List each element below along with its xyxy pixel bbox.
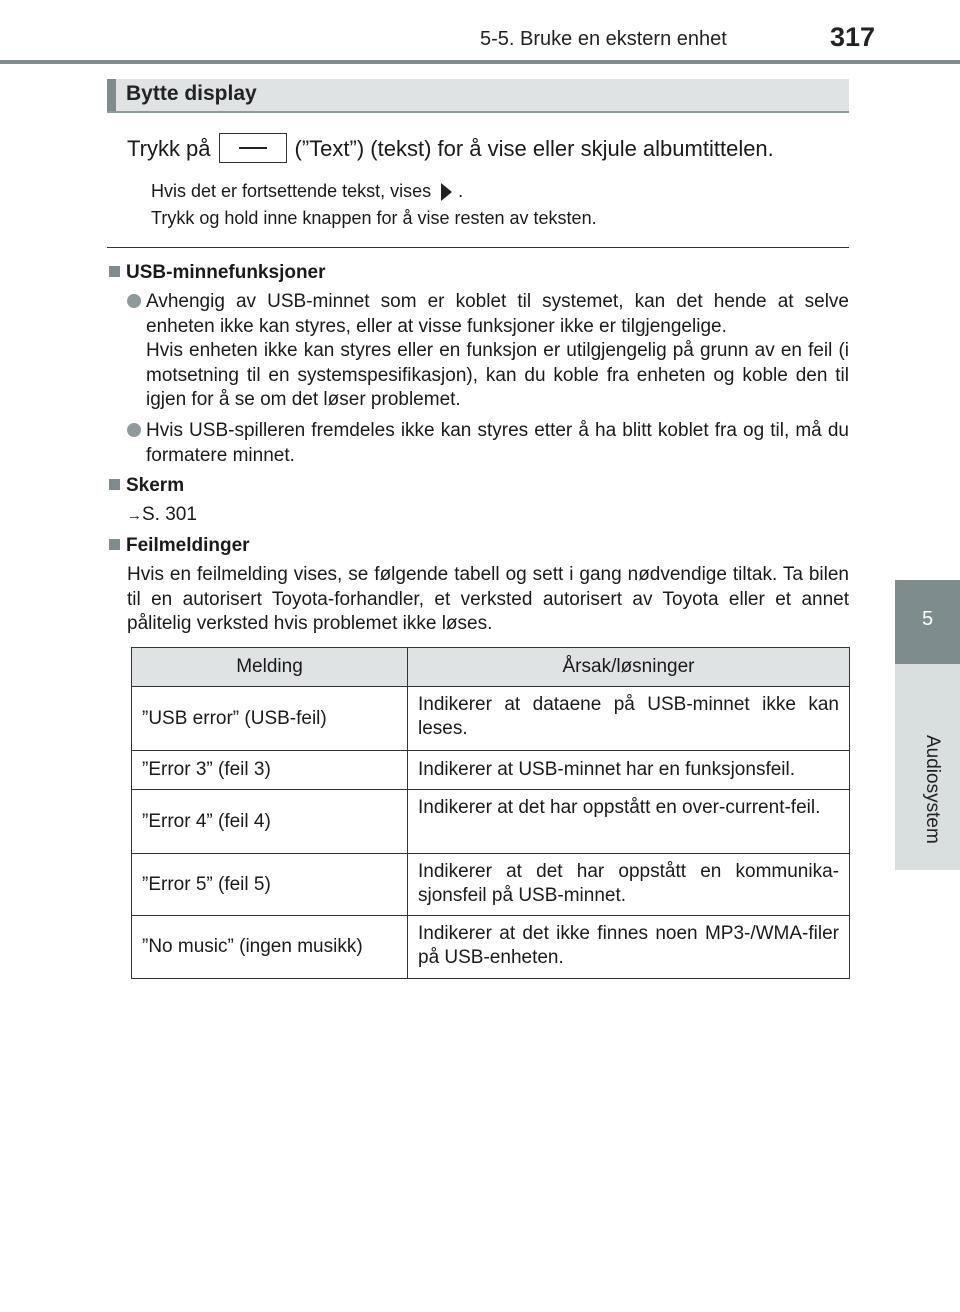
bullet-icon [127,423,141,437]
section-heading [107,79,849,113]
table-cell-cause: Indikerer at dataene på USB-minnet ikke kan leses. [408,687,850,751]
table-cell-cause: Indikerer at det ikke finnes noen MP3-/WMA-filer på USB-enheten. [408,916,850,979]
table-cell-message: ”Error 5” (feil 5) [132,854,408,916]
note-continuing-text [151,181,463,202]
usb-heading [109,262,326,284]
instruction-before: Trykk på [127,135,211,161]
table-cell-cause: Indikerer at det har oppstått en kommunika-sjonsfeil på USB-minnet. [408,854,850,916]
heading-square-icon [109,539,120,550]
heading-square-icon [109,266,120,277]
chapter-tab-label: Audiosystem [922,735,943,844]
usb-bullet-1-p1: Avhengig av USB-minnet som er koblet til systemet, kan det hende at selve enheten ikke kan styres, eller at visse funksjoner ikke er tilgjengelige. [146,291,849,337]
column-header-cause: Årsak/løsninger [408,648,850,687]
table-row [132,751,850,790]
note1-after: . [458,181,464,201]
column-header-message: Melding [132,648,408,687]
skerm-heading [109,475,184,497]
feil-text: Hvis en feilmelding vises, se følgende tabell og sett i gang nødvendige tiltak. Ta bilen til en autorisert Toyota-forhandler, et verksted autorisert av Toyota eller et annet pålitelig verksted hvis problemet ikke løses. [127,564,849,634]
note-press-hold: Trykk og hold inne knappen for å vise resten av teksten. [151,208,597,228]
skerm-reference [127,503,197,529]
section-accent [107,79,116,111]
instruction-after: (”Text”) (tekst) for å vise eller skjule albumtittelen. [294,135,774,161]
feil-heading-text: Feilmeldinger [126,535,250,556]
heading-square-icon [109,479,120,490]
table-cell-message: ”Error 3” (feil 3) [132,751,408,790]
table-cell-message: ”Error 4” (feil 4) [132,790,408,854]
usb-bullet-1-p2: Hvis enheten ikke kan styres eller en funksjon er utilgjengelig på grunn av en feil (i motsetning til en systemspesifikasjon), kan du koble fra enheten og koble den til igjen for å se om det løser problemet. [146,340,849,410]
table-cell-message: ”USB error” (USB-feil) [132,687,408,751]
chapter-title: 5-5. Bruke en ekstern enhet [480,28,727,50]
error-message-table [131,647,850,979]
table-cell-message: ”No music” (ingen musikk) [132,916,408,979]
bullet-icon [127,294,141,308]
table-row [132,854,850,916]
section-divider [107,247,849,248]
chapter-tab [895,580,960,664]
page-number: 317 [830,22,876,52]
table-header-row [132,648,850,687]
arrow-right-icon: → [127,507,142,524]
skerm-ref-text: S. 301 [142,504,197,525]
section-title: Bytte display [126,82,257,105]
table-cell-cause: Indikerer at USB-minnet har en funksjonsfeil. [408,751,850,790]
usb-bullet-1 [146,290,849,413]
feil-heading [109,535,250,557]
text-button-icon [219,133,287,163]
skerm-heading-text: Skerm [126,475,185,496]
continue-arrow-icon [441,183,452,201]
table-row [132,790,850,854]
chapter-tab-number: 5 [921,608,934,630]
table-row [132,916,850,979]
table-cell-cause: Indikerer at det har oppstått en over-current-feil. [408,790,850,854]
usb-heading-text: USB-minnefunksjoner [126,262,326,283]
note1-before: Hvis det er fortsettende tekst, vises [151,181,432,201]
header-rule [0,60,960,64]
instruction-line [127,135,774,165]
table-row [132,687,850,751]
usb-bullet-2: Hvis USB-spilleren fremdeles ikke kan styres etter å ha blitt koblet fra og til, må du formatere minnet. [146,420,849,466]
dash-icon [239,147,267,149]
